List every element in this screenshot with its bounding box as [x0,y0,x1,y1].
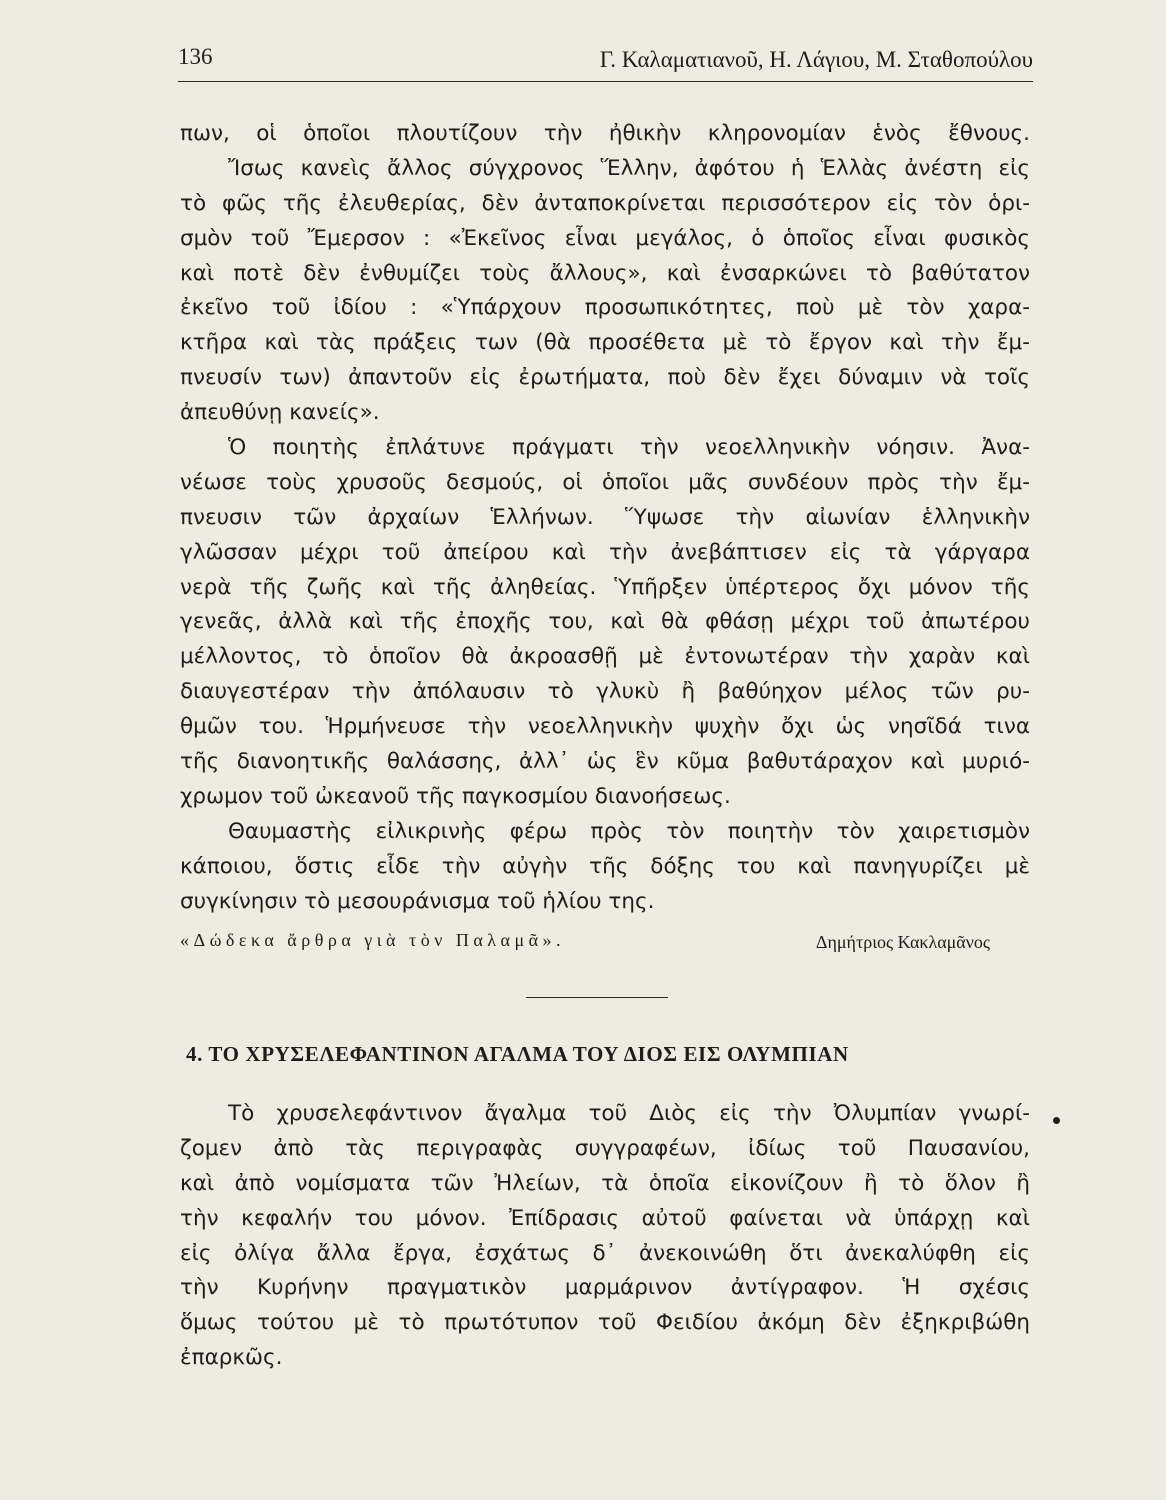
text-line: καὶ ποτὲ δὲν ἐνθυμίζει τοὺς ἄλλους», καὶ ἐνσαρκώνει τὸ βαθύτατον [180,260,1030,286]
article-text-zeus-statue [180,1097,1030,1376]
text-line: συγκίνησιν τὸ μεσουράνισμα τοῦ ἡλίου της. [180,888,655,914]
text-line: πων, οἱ ὁποῖοι πλουτίζουν τὴν ἠθικὴν κληρονομίαν ἑνὸς ἔθνους. [180,121,1030,146]
section-heading: 4. ΤΟ ΧΡΥΣΕΛΕΦΑΝΤΙΝΟΝ ΑΓΑΛΜΑ ΤΟΥ ΔΙΟΣ ΕΙΣ ΟΛΥΜΠΙΑΝ [186,1042,849,1066]
citation [180,930,990,964]
text-line: ζομεν ἀπὸ τὰς περιγραφὰς συγγραφέων, ἰδίως τοῦ Παυσανίου, [180,1135,1030,1161]
header-rule [178,81,1033,82]
text-line: σμὸν τοῦ Ἔμερσον : «Ἐκεῖνος εἶναι μεγάλος, ὁ ὁποῖος εἶναι φυσικὸς [180,225,1030,251]
margin-dot-mark [1053,1117,1060,1124]
text-line: ἐκεῖνο τοῦ ἰδίου : «Ὑπάρχουν προσωπικότητες, ποὺ μὲ τὸν χαρα- [180,295,1030,321]
article-text-palamas [180,117,1030,919]
text-line: Τὸ χρυσελεφάντινον ἄγαλμα τοῦ Διὸς εἰς τὴν Ὀλυμπίαν γνωρί- [228,1101,1030,1126]
text-line: τὸ φῶς τῆς ἐλευθερίας, δὲν ἀνταποκρίνεται περισσότερον εἰς τὸν ὁρι- [180,190,1030,216]
text-line: νέωσε τοὺς χρυσοῦς δεσμούς, οἱ ὁποῖοι μᾶς συνδέουν πρὸς τὴν ἔμ- [180,469,1030,495]
text-line: τὴν Κυρήνην πραγματικὸν μαρμάρινον ἀντίγραφον. Ἡ σχέσις [180,1275,1030,1301]
text-line: γενεᾶς, ἀλλὰ καὶ τῆς ἐποχῆς του, καὶ θὰ φθάσῃ μέχρι τοῦ ἀπωτέρου [180,609,1030,635]
citation-author: Δημήτριος Κακλαμᾶνος [815,932,990,952]
text-line: ἀπευθύνῃ κανείς». [180,400,380,426]
text-line: κτῆρα καὶ τὰς πράξεις των (θὰ προσέθετα μὲ τὸ ἔργον καὶ τὴν ἔμ- [180,330,1030,356]
text-line: θμῶν του. Ἡρμήνευσε τὴν νεοελληνικὴν ψυχὴν ὄχι ὡς νησῖδά τινα [180,714,1030,740]
text-line: κάποιου, ὅστις εἶδε τὴν αὐγὴν τῆς δόξης του καὶ πανηγυρίζει μὲ [180,853,1030,879]
text-line: τὴν κεφαλήν του μόνον. Ἐπίδρασις αὐτοῦ φαίνεται νὰ ὑπάρχῃ καὶ [180,1205,1030,1231]
text-line: διαυγεστέραν τὴν ἀπόλαυσιν τὸ γλυκὺ ἢ βαθύηχον μέλος τῶν ρυ- [180,679,1030,705]
running-head-authors: Γ. Καλαματιανοῦ, Η. Λάγιου, Μ. Σταθοπούλου [599,47,1033,72]
text-line: πνευσιν τῶν ἀρχαίων Ἑλλήνων. Ὕψωσε τὴν αἰωνίαν ἑλληνικὴν [180,504,1030,530]
page-number: 136 [178,44,213,69]
text-line: ἐπαρκῶς. [180,1345,283,1371]
text-line: νερὰ τῆς ζωῆς καὶ τῆς ἀληθείας. Ὑπῆρξεν ὑπέρτερος ὄχι μόνον τῆς [180,574,1030,600]
text-line: καὶ ἀπὸ νομίσματα τῶν Ἠλείων, τὰ ὁποῖα εἰκονίζουν ἢ τὸ ὅλον ἢ [180,1170,1030,1196]
text-line: γλῶσσαν μέχρι τοῦ ἀπείρου καὶ τὴν ἀνεβάπτισεν εἰς τὰ γάργαρα [180,539,1030,565]
text-line: τῆς διανοητικῆς θαλάσσης, ἀλλ᾿ ὡς ἓν κῦμα βαθυτάραχον καὶ μυριό- [180,749,1030,775]
text-line: ὅμως τούτου μὲ τὸ πρωτότυπον τοῦ Φειδίου ἀκόμη δὲν ἐξηκριβώθη [180,1310,1030,1336]
citation-source: «Δώδεκα ἄρθρα γιὰ τὸν Παλαμᾶ». [180,930,566,950]
text-line: Ὁ ποιητὴς ἐπλάτυνε πράγματι τὴν νεοελληνικὴν νόησιν. Ἀνα- [228,435,1030,461]
running-head [178,44,1033,78]
text-line: χρωμον τοῦ ὠκεανοῦ τῆς παγκοσμίου διανοήσεως. [180,783,731,809]
text-line: πνευσίν των) ἀπαντοῦν εἰς ἐρωτήματα, ποὺ δὲν ἔχει δύναμιν νὰ τοῖς [180,365,1030,391]
text-line: μέλλοντος, τὸ ὁποῖον θὰ ἀκροασθῇ μὲ ἐντονωτέραν τὴν χαρὰν καὶ [180,644,1030,670]
text-line: εἰς ὀλίγα ἄλλα ἔργα, ἐσχάτως δ᾿ ἀνεκοινώθη ὅτι ἀνεκαλύφθη εἰς [180,1240,1030,1266]
text-line: Θαυμαστὴς εἰλικρινὴς φέρω πρὸς τὸν ποιητὴν τὸν χαιρετισμὸν [228,818,1030,844]
section-divider [526,997,668,998]
text-line: Ἴσως κανεὶς ἄλλος σύγχρονος Ἕλλην, ἀφότου ἡ Ἑλλὰς ἀνέστη εἰς [228,155,1030,181]
